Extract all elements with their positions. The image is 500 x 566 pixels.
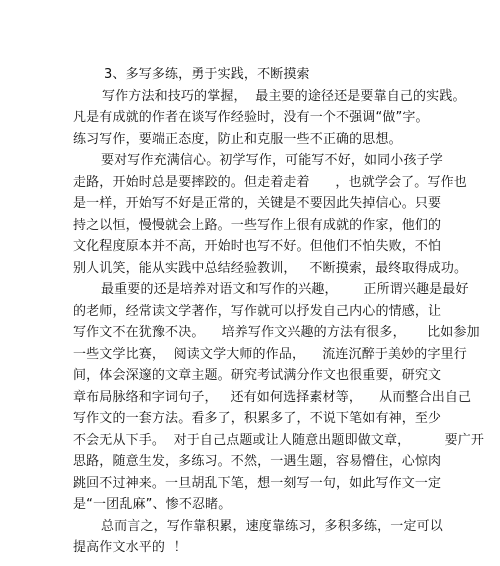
paragraph-line: 提高作文水平的 ！ [73, 540, 187, 555]
paragraph-line: 文化程度原本并不高，开始时也写不好。但他们不怕失败，不怕 [73, 239, 442, 254]
paragraph-line: 持之以恒，慢慢就会上路。一些写作上很有成就的作家，他们的 [73, 218, 442, 233]
paragraph-line: 总而言之，写作靠积累，速度靠练习，多积多练，一定可以 [101, 519, 443, 534]
paragraph-line: 是一样，开始写不好是正常的，关键是不要因此失掉信心。只要 [73, 196, 442, 211]
paragraph-line: 是“一团乱麻”、惨不忍睹。 [73, 497, 232, 512]
paragraph-line: 走路，开始时总是要摔跤的。但走着走着 ，也就学会了。写作也 [73, 175, 467, 190]
paragraph-line: 别人讥笑，能从实践中总结经验教训， 不断摸索，最终取得成功。 [73, 261, 468, 276]
paragraph-line: 章布局脉络和字词句子， 还有如何选择素材等， 从而整合出自己 [73, 390, 472, 405]
paragraph-line: 的老师，经常读文学著作，写作就可以抒发自己内心的情感，让 [73, 304, 442, 319]
paragraph-line: 写作方法和技巧的掌握， 最主要的途径还是要靠自己的实践。 [102, 89, 466, 104]
paragraph-line: 练习写作，要端正态度，防止和克服一些不正确的思想。 [73, 132, 402, 147]
paragraph-line: 思路，随意生发，多练习。不然，一遇生题，容易懵住，心惊肉 [73, 454, 442, 469]
paragraph-line: 写作文不在犹豫不决。 培养写作文兴趣的方法有很多， 比如参加 [73, 325, 480, 340]
paragraph-line: 最重要的还是培养对语文和写作的兴趣， 正所谓兴趣是最好 [101, 282, 469, 297]
paragraph-line: 一些文学比赛， 阅读文学大师的作品， 流连沉醉于美妙的字里行 [73, 347, 467, 362]
paragraph-line: 间，体会深邃的文章主题。研究考试满分作文也很重要，研究文 [73, 368, 442, 383]
paragraph-line: 凡是有成就的作者在谈写作经验时，没有一个不强调“做”字。 [73, 110, 429, 125]
section-heading: 3、多写多练，勇于实践，不断摸索 [104, 67, 310, 82]
paragraph-line: 不会无从下手。 对于自己点题或让人随意出题即做文章， 要广开 [73, 433, 485, 448]
paragraph-line: 跳回不过神来。一旦胡乱下笔，想一刻写一句，如此写作文一定 [73, 476, 442, 491]
paragraph-line: 写作文的一套方法。看多了，积累多了，不说下笔如有神，至少 [73, 411, 442, 426]
paragraph-line: 要对写作充满信心。初学写作，可能写不好，如同小孩子学 [101, 153, 443, 168]
